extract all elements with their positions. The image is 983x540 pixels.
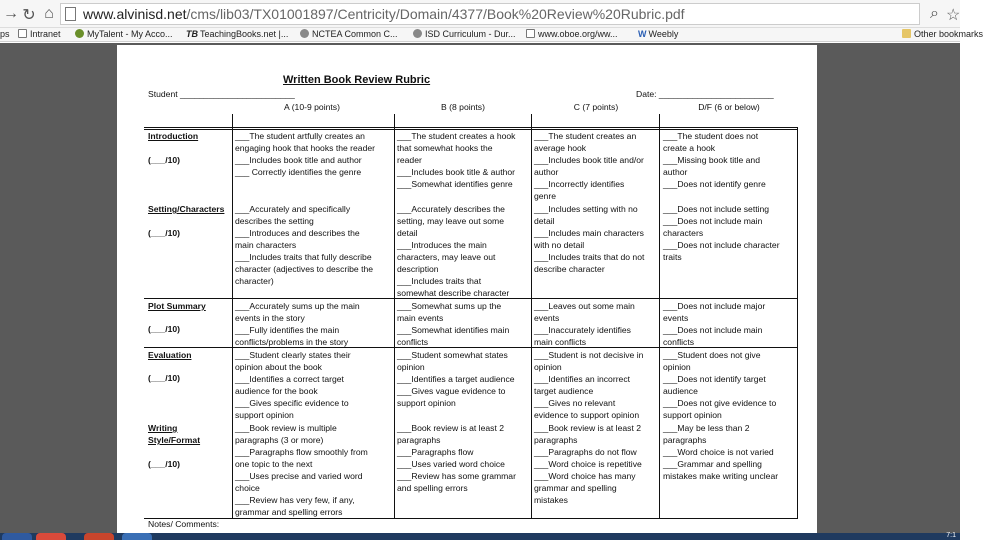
category-introduction: Introduction — [148, 131, 199, 141]
address-bar-row — [0, 0, 960, 28]
category-plot-summary: Plot Summary — [148, 301, 206, 311]
bookmark-label: NCTEA Common C... — [312, 29, 398, 39]
cell-setting-a: ___Accurately and specifically describes the setting ___Introduces and describes the main characters ___Includes traits that fully describe character (adjectives to describe the character) — [235, 204, 374, 287]
bookmark-label: ISD Curriculum - Dur... — [425, 29, 516, 39]
cell-intro-b: ___The student creates a hook that somewhat hooks the reader ___Includes book title & author ___Somewhat identifies genre — [397, 131, 516, 190]
explorer-taskbar-icon[interactable] — [122, 533, 152, 540]
url-text — [83, 6, 685, 22]
bookmark-nctea[interactable] — [300, 29, 398, 39]
url-host: www.alvinisd.net — [83, 6, 187, 22]
category-writing-style: Writing Style/Format — [148, 423, 201, 445]
score-writing-style: (___/10) — [148, 459, 181, 469]
cell-writing-c: ___Book review is at least 2 paragraphs ___Paragraphs do not flow ___Word choice is repetitive ___Word choice has many grammar and spelling mistakes — [534, 423, 642, 506]
cell-setting-b: ___Accurately describes the setting, may leave out some detail ___Introduces the main characters, may leave out description ___Includes traits that somewhat describe character — [397, 204, 510, 299]
table-line — [659, 114, 660, 518]
score-evaluation: (___/10) — [148, 373, 181, 383]
folder-icon — [902, 29, 911, 38]
cell-setting-c: ___Includes setting with no detail ___Includes main characters with no detail ___Includes traits that do not describe character — [534, 204, 645, 275]
cell-eval-df: ___Student does not give opinion ___Does not identify target audience ___Does not give evidence to support opinion — [663, 350, 777, 421]
page-icon — [526, 29, 535, 38]
table-line — [531, 114, 532, 518]
bookmark-label: www.oboe.org/ww... — [538, 29, 618, 39]
student-field: Student ________________________ — [148, 89, 295, 99]
home-icon[interactable]: ⌂ — [44, 5, 54, 22]
bookmark-weebly[interactable] — [638, 29, 678, 39]
score-setting-characters: (___/10) — [148, 228, 181, 238]
cell-plot-b: ___Somewhat sums up the main events ___Somewhat identifies main conflicts — [397, 301, 510, 348]
bookmark-intranet[interactable] — [18, 29, 61, 39]
page-icon — [65, 7, 76, 21]
search-icon[interactable]: ⌕ — [930, 5, 939, 22]
bookmark-label: TeachingBooks.net |... — [200, 29, 289, 39]
table-line — [232, 114, 233, 518]
date-field: Date: ________________________ — [636, 89, 774, 99]
start-button[interactable] — [2, 533, 32, 540]
clock: 7:1 — [946, 532, 956, 539]
cell-writing-a: ___Book review is multiple paragraphs (3 or more) ___Paragraphs flow smoothly from one topic to the next ___Uses precise and varied word choice ___Review has very few, if any, grammar and spelling errors — [235, 423, 368, 518]
other-bookmarks[interactable] — [902, 29, 983, 39]
office-taskbar-icon[interactable] — [84, 533, 114, 540]
bookmark-label: Weebly — [648, 29, 679, 39]
cell-plot-df: ___Does not include major events ___Does not include main conflicts — [663, 301, 766, 348]
url-path: /cms/lib03/TX01001897/Centricity/Domain/4377/Book%20Review%20Rubric.pdf — [186, 6, 685, 22]
bookmark-label: MyTalent - My Acco... — [87, 29, 173, 39]
cell-eval-c: ___Student is not decisive in opinion ___Identifies an incorrect target audience ___Gives no relevant evidence to support opinion — [534, 350, 644, 421]
column-header-b: B (8 points) — [441, 102, 485, 112]
bookmark-oboe[interactable] — [526, 29, 618, 39]
column-header-df: D/F (6 or below) — [698, 102, 760, 112]
page-title: Written Book Review Rubric — [283, 74, 431, 86]
column-header-c: C (7 points) — [573, 102, 619, 112]
cell-plot-c: ___Leaves out some main events ___Inaccurately identifies main conflicts — [534, 301, 635, 348]
tb-logo-icon: TB — [186, 29, 198, 39]
mytalent-icon — [75, 29, 84, 38]
bookmark-label: Other bookmarks — [914, 29, 983, 39]
table-line — [394, 114, 395, 518]
cell-writing-b: ___Book review is at least 2 paragraphs ___Paragraphs flow ___Uses varied word choice ___Review has some grammar and spelling errors — [397, 423, 516, 494]
apps-label[interactable]: ps — [0, 29, 10, 39]
bookmark-teachingbooks[interactable] — [186, 29, 288, 39]
category-setting-characters: Setting/Characters — [148, 204, 225, 214]
bookmark-mytalent[interactable] — [75, 29, 173, 39]
table-line — [797, 127, 798, 518]
table-line — [144, 127, 798, 128]
category-evaluation: Evaluation — [148, 350, 192, 360]
bookmarks-bar — [0, 28, 983, 42]
people-icon — [413, 29, 422, 38]
bookmark-label: Intranet — [30, 29, 61, 39]
cell-plot-a: ___Accurately sums up the main events in the story ___Fully identifies the main conflicts/problems in the story — [235, 301, 360, 348]
score-plot-summary: (___/10) — [148, 324, 181, 334]
cell-intro-a: ___The student artfully creates an engaging hook that hooks the reader ___Includes book title and author ___ Correctly identifies the genre — [235, 131, 375, 178]
star-icon[interactable]: ☆ — [946, 7, 961, 24]
cell-intro-c: ___The student creates an average hook ___Includes book title and/or author ___Incorrectly identifies genre — [534, 131, 644, 202]
cell-writing-df: ___May be less than 2 paragraphs ___Word choice is not varied ___Grammar and spelling mistakes make writing unclear — [663, 423, 779, 482]
taskbar — [0, 533, 960, 540]
cell-eval-b: ___Student somewhat states opinion ___Identifies a target audience ___Gives vague evidence to support opinion — [397, 350, 515, 409]
page-icon — [18, 29, 27, 38]
notes-label: Notes/ Comments: — [148, 519, 220, 529]
chrome-taskbar-icon[interactable] — [36, 533, 66, 540]
cell-intro-df: ___The student does not create a hook ___Missing book title and author ___Does not identify genre — [663, 131, 766, 190]
cell-eval-a: ___Student clearly states their opinion about the book ___Identifies a correct target audience for the book ___Gives specific evidence to support opinion — [235, 350, 351, 421]
weebly-icon: W — [638, 29, 647, 39]
url-field[interactable] — [60, 3, 920, 25]
reload-icon[interactable]: ↻ — [22, 7, 36, 24]
cell-setting-df: ___Does not include setting ___Does not include main characters ___Does not include character traits — [663, 204, 780, 263]
score-introduction: (___/10) — [148, 155, 181, 165]
column-header-a: A (10-9 points) — [284, 102, 340, 112]
forward-icon[interactable]: → — [3, 5, 19, 22]
people-icon — [300, 29, 309, 38]
bookmark-isd-curriculum[interactable] — [413, 29, 516, 39]
